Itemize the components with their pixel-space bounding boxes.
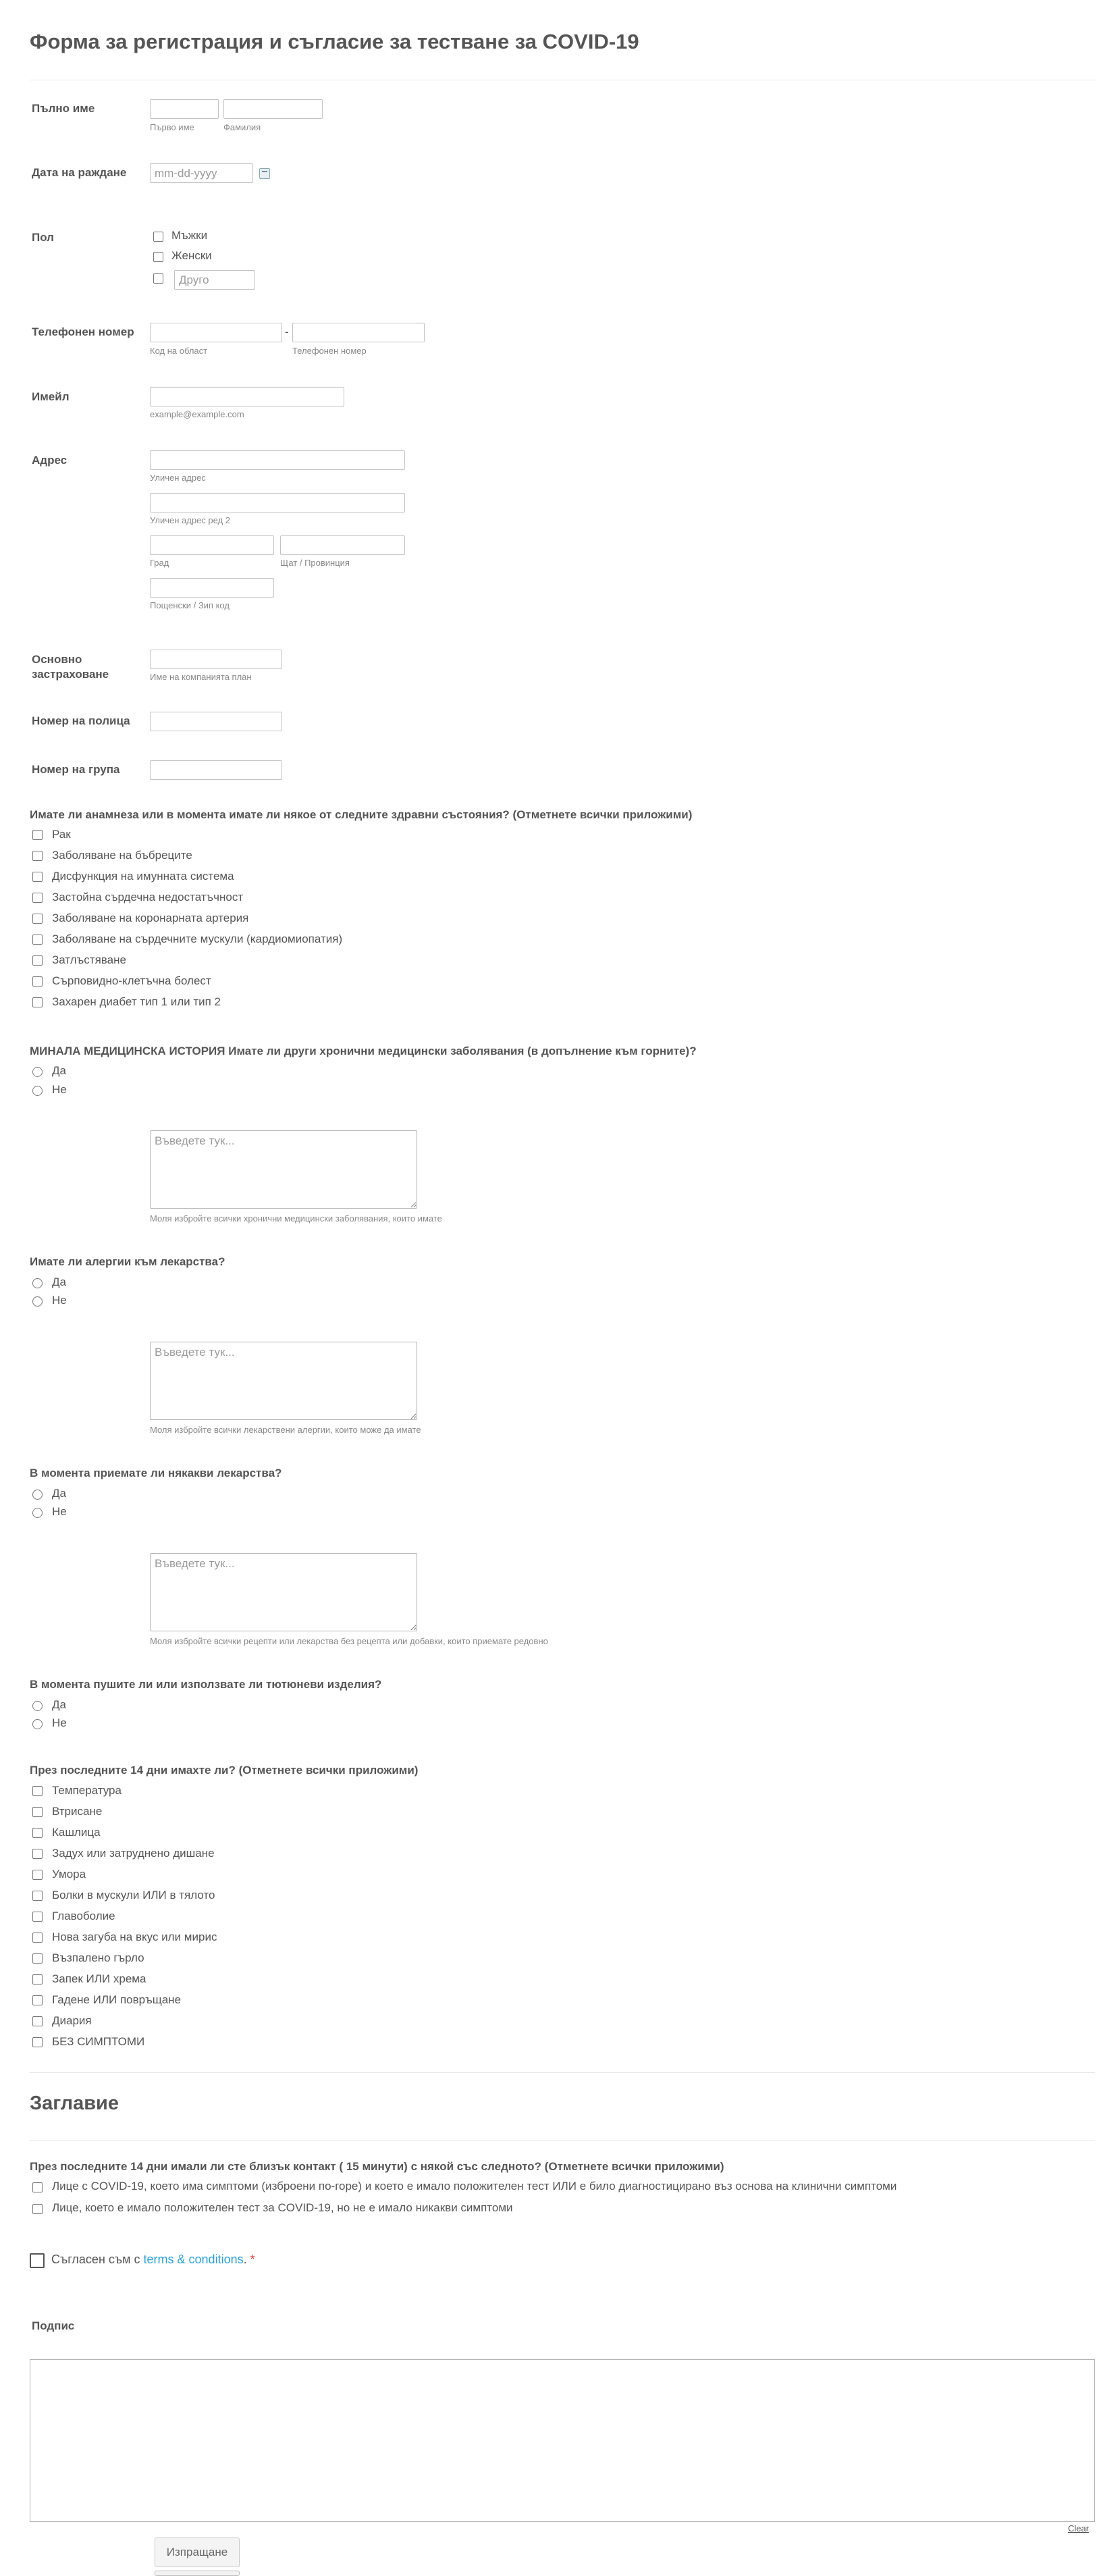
signature-label: Подпис [32, 2319, 75, 2332]
address-label: Адрес [32, 454, 68, 467]
street2-sublabel: Уличен адрес ред 2 [150, 515, 231, 525]
insurance-input[interactable] [150, 650, 282, 669]
birth-date-label: Дата на раждане [32, 166, 127, 179]
allergies-no-label: Не [52, 1294, 67, 1307]
phone-area-input[interactable] [150, 323, 282, 342]
gender-female-checkbox[interactable] [153, 252, 163, 262]
medications-no-label: Не [52, 1505, 67, 1518]
phone-area-sublabel: Код на област [150, 346, 208, 356]
phone-label: Телефонен номер [32, 325, 134, 338]
email-input[interactable] [150, 387, 344, 406]
smoking-yes-label: Да [52, 1698, 66, 1711]
chronic-yes-radio[interactable] [32, 1067, 43, 1077]
submit-button[interactable]: Изпращане [155, 2538, 240, 2567]
contact-option-label: Лице с COVID-19, което има симптоми (изброени по-горе) и което е имало положителен тест ИЛИ е било диагностицирано въз основа на клинични симптоми [52, 2180, 897, 2192]
clear-signature-link[interactable]: Clear [1068, 2523, 1090, 2533]
section-heading: Заглавие [30, 2093, 119, 2114]
submit-button-edge [155, 2571, 240, 2576]
chronic-textarea[interactable] [150, 1130, 417, 1209]
birth-date-input[interactable] [150, 163, 253, 183]
street-sublabel: Уличен адрес [150, 473, 206, 483]
state-sublabel: Щат / Провинция [280, 558, 350, 568]
smoking-question: В момента пушите ли или използвате ли тютюневи изделия? [30, 1678, 382, 1691]
full-name-label: Пълно име [32, 102, 95, 115]
consent-checkbox[interactable] [30, 2253, 45, 2268]
group-input[interactable] [150, 760, 282, 780]
chronic-help: Моля избройте всички хронични медицински заболявания, които имате [150, 1213, 442, 1224]
consent-prefix: Съгласен съм с [51, 2253, 140, 2266]
allergies-help: Моля избройте всички лекарствени алергии, които може да имате [150, 1425, 421, 1435]
policy-label: Номер на полица [32, 714, 130, 727]
phone-separator: - [285, 325, 289, 338]
group-label: Номер на група [32, 763, 120, 776]
allergies-textarea[interactable] [150, 1342, 417, 1420]
city-sublabel: Град [150, 558, 169, 568]
city-input[interactable] [150, 535, 274, 555]
street2-input[interactable] [150, 493, 405, 512]
terms-link[interactable]: terms & conditions [143, 2253, 244, 2266]
allergies-no-radio[interactable] [32, 1296, 43, 1307]
medications-yes-label: Да [52, 1487, 66, 1500]
chronic-no-radio[interactable] [32, 1086, 43, 1096]
signature-pad[interactable] [30, 2359, 1095, 2522]
gender-other-input[interactable] [174, 270, 255, 290]
consent-text [51, 2253, 255, 2267]
gender-other-checkbox[interactable] [153, 273, 163, 284]
email-label: Имейл [32, 390, 70, 403]
smoking-no-label: Не [52, 1716, 67, 1729]
medications-question: В момента приемате ли някакви лекарства? [30, 1467, 282, 1479]
last-name-input[interactable] [223, 99, 323, 119]
divider [30, 2140, 1095, 2141]
medications-help: Моля избройте всички рецепти или лекарства без рецепта или добавки, които приемате редовно [150, 1636, 548, 1646]
page-title: Форма за регистрация и съгласие за тестване за COVID-19 [30, 30, 639, 53]
contact-question: През последните 14 дни имали ли сте близък контакт ( 15 минути) с някой със следното? (Отметнете всички приложими) [30, 2160, 724, 2173]
zip-sublabel: Пощенски / Зип код [150, 600, 230, 610]
insurance-sublabel: Име на компанията план [150, 672, 252, 682]
chronic-yes-label: Да [52, 1064, 66, 1077]
contact-option-checkbox[interactable] [32, 2204, 43, 2214]
medications-textarea[interactable] [150, 1553, 417, 1631]
phone-number-sublabel: Телефонен номер [292, 346, 367, 356]
last-name-sublabel: Фамилия [223, 122, 261, 132]
gender-male-label: Мъжки [171, 229, 208, 242]
zip-input[interactable] [150, 578, 274, 598]
smoking-no-radio[interactable] [32, 1719, 43, 1729]
consent-suffix: . [243, 2253, 247, 2266]
allergies-question: Имате ли алергии към лекарства? [30, 1255, 225, 1268]
medications-no-radio[interactable] [32, 1508, 43, 1518]
insurance-label: Основно застраховане [32, 653, 109, 681]
allergies-yes-radio[interactable] [32, 1278, 43, 1288]
calendar-icon[interactable] [259, 168, 270, 179]
email-sublabel: example@example.com [150, 409, 244, 419]
chronic-question: МИНАЛА МЕДИЦИНСКА ИСТОРИЯ Имате ли други хронични медицински заболявания (в допълнение към горните)? [30, 1045, 697, 1057]
gender-label: Пол [32, 231, 54, 244]
conditions-question: Имате ли анамнеза или в момента имате ли някое от следните здравни състояния? (Отметнете всички приложими) [30, 808, 693, 821]
medications-yes-radio[interactable] [32, 1490, 43, 1500]
gender-female-label: Женски [171, 249, 212, 262]
chronic-no-label: Не [52, 1083, 67, 1096]
allergies-yes-label: Да [52, 1276, 66, 1288]
required-asterisk: * [250, 2253, 255, 2266]
symptoms-question: През последните 14 дни имахте ли? (Отметнете всички приложими) [30, 1764, 419, 1777]
gender-male-checkbox[interactable] [153, 232, 163, 242]
divider [30, 2072, 1095, 2073]
first-name-input[interactable] [150, 99, 219, 119]
first-name-sublabel: Първо име [150, 122, 194, 132]
contact-option-checkbox[interactable] [32, 2182, 43, 2192]
state-input[interactable] [280, 535, 405, 555]
phone-number-input[interactable] [292, 323, 425, 342]
smoking-yes-radio[interactable] [32, 1701, 43, 1711]
contact-option-label: Лице, което е имало положителен тест за COVID-19, но не е имало никакви симптоми [52, 2201, 513, 2214]
policy-input[interactable] [150, 712, 282, 731]
street-input[interactable] [150, 450, 405, 470]
